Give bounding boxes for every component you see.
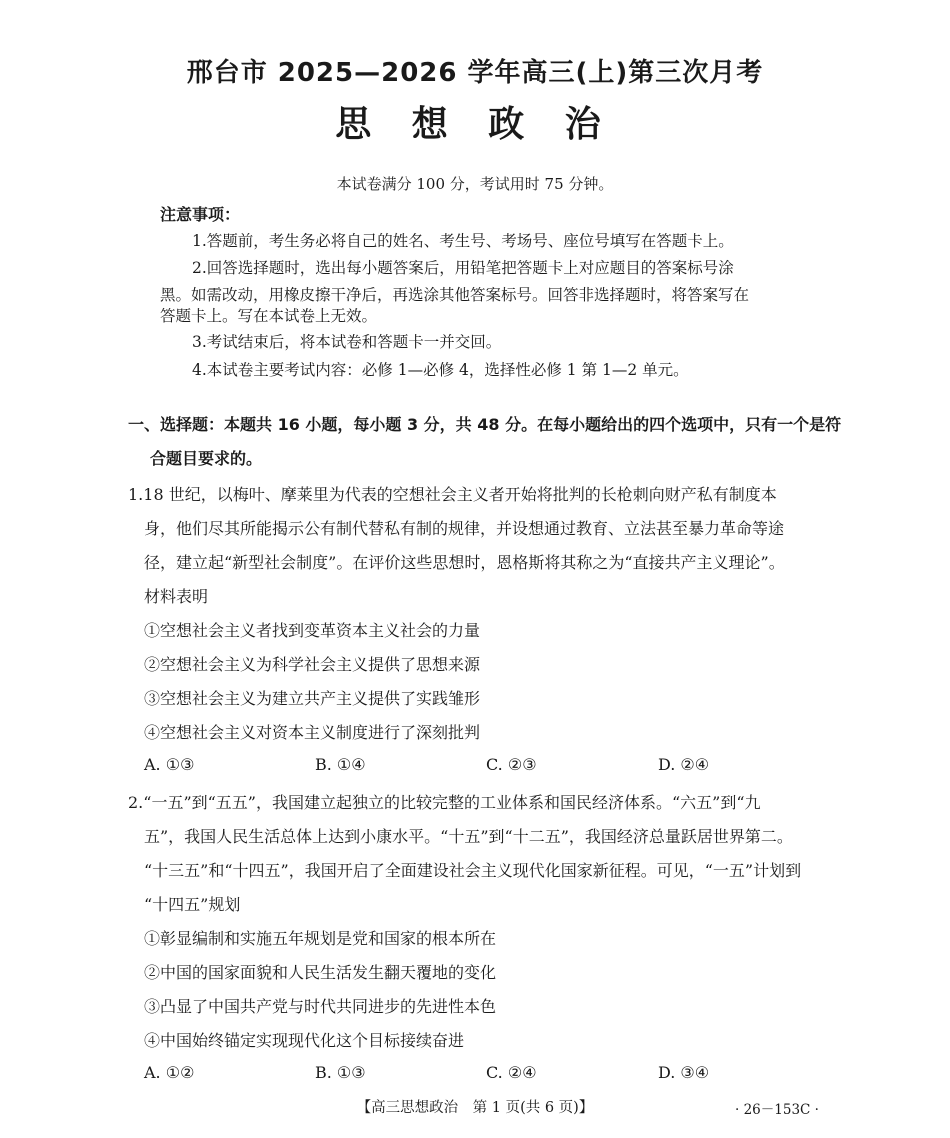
statement: ④中国始终锚定实现现代化这个目标接续奋进 <box>144 1031 465 1050</box>
question-text: 五”，我国人民生活总体上达到小康水平。“十五”到“十二五”，我国经济总量跃居世界第二。 <box>144 827 793 846</box>
exam-info: 本试卷满分 100 分，考试用时 75 分钟。 <box>336 175 614 193</box>
question-text: “十四五”规划 <box>144 895 241 914</box>
notice-line: 3.考试结束后，将本试卷和答题卡一并交回。 <box>192 333 502 351</box>
section-heading-cont: 合题目要求的。 <box>150 449 263 468</box>
statement: ③凸显了中国共产党与时代共同进步的先进性本色 <box>144 997 497 1016</box>
question-text: 2.“一五”到“五五”，我国建立起独立的比较完整的工业体系和国民经济体系。“六五”到“九 <box>128 793 761 812</box>
question-text: “十三五”和“十四五”，我国开启了全面建设社会主义现代化国家新征程。可见，“一五”计划到 <box>144 861 802 880</box>
statement: ②中国的国家面貌和人民生活发生翻天覆地的变化 <box>144 963 497 982</box>
option-a: A. ①② <box>144 1063 195 1082</box>
notice-line: 1.答题前，考生务必将自己的姓名、考生号、考场号、座位号填写在答题卡上。 <box>192 232 734 250</box>
section-heading: 一、选择题：本题共 16 小题，每小题 3 分，共 48 分。在每小题给出的四个选项中，只有一个是符 <box>128 415 842 434</box>
option-d: D. ③④ <box>658 1063 710 1082</box>
option-c: C. ②③ <box>486 755 537 774</box>
option-c: C. ②④ <box>486 1063 537 1082</box>
statement: ①空想社会主义者找到变革资本主义社会的力量 <box>144 621 481 640</box>
option-b: B. ①③ <box>315 1063 366 1082</box>
statement: ③空想社会主义为建立共产主义提供了实践雏形 <box>144 689 481 708</box>
page-footer: 【高三思想政治 第 1 页(共 6 页)】 <box>356 1100 594 1116</box>
notice-line: 4.本试卷主要考试内容：必修 1—必修 4，选择性必修 1 第 1—2 单元。 <box>192 361 689 379</box>
statement: ④空想社会主义对资本主义制度进行了深刻批判 <box>144 723 481 742</box>
subject-title: 思 想 政 治 <box>335 104 615 145</box>
statement: ①彰显编制和实施五年规划是党和国家的根本所在 <box>144 929 497 948</box>
question-text: 身，他们尽其所能揭示公有制代替私有制的规律，并设想通过教育、立法甚至暴力革命等途 <box>144 519 785 538</box>
question-text: 1.18 世纪，以梅叶、摩莱里为代表的空想社会主义者开始将批判的长枪刺向财产私有制度本 <box>128 485 777 504</box>
notice-heading: 注意事项： <box>160 205 241 224</box>
notice-line: 2.回答选择题时，选出每小题答案后，用铅笔把答题卡上对应题目的答案标号涂 <box>192 259 734 277</box>
option-d: D. ②④ <box>658 755 710 774</box>
notice-line: 答题卡上。写在本试卷上无效。 <box>160 307 378 325</box>
statement: ②空想社会主义为科学社会主义提供了思想来源 <box>144 655 481 674</box>
option-b: B. ①④ <box>315 755 366 774</box>
question-text: 径，建立起“新型社会制度”。在评价这些思想时，恩格斯将其称之为“直接共产主义理论”。 <box>144 553 785 572</box>
exam-title: 邢台市 2025—2026 学年高三(上)第三次月考 <box>186 58 764 88</box>
question-text: 材料表明 <box>144 587 209 606</box>
option-a: A. ①③ <box>144 755 195 774</box>
notice-line: 黑。如需改动，用橡皮擦干净后，再选涂其他答案标号。回答非选择题时，将答案写在 <box>160 286 750 304</box>
exam-code: · 26－153C · <box>735 1102 819 1118</box>
